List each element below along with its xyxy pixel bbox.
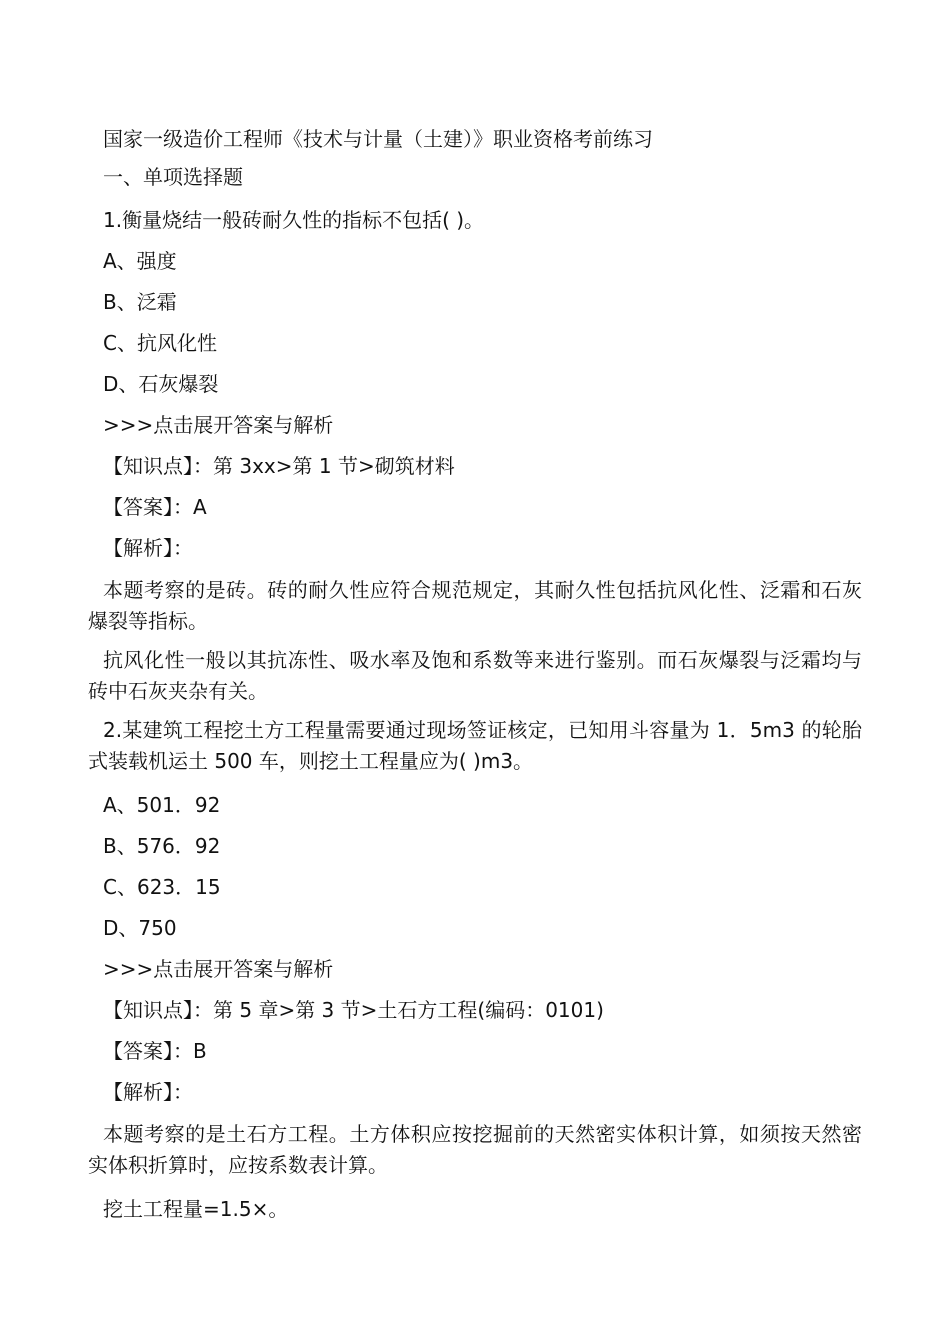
analysis-paragraph: 本题考察的是土石方工程。土方体积应按挖掘前的天然密实体积计算，如须按天然密实体积折算时，应按系数表计算。 [88, 1122, 862, 1177]
answer: 【答案】：A [103, 495, 207, 519]
expand-answer-link[interactable]: >>>点击展开答案与解析 [103, 957, 334, 981]
option-a: A、501．92 [103, 793, 221, 817]
option-d: D、石灰爆裂 [103, 372, 219, 396]
analysis-paragraph: 本题考察的是砖。砖的耐久性应符合规范规定，其耐久性包括抗风化性、泛霜和石灰爆裂等指标。 [88, 578, 862, 633]
option-b: B、泛霜 [103, 290, 177, 314]
analysis-label: 【解析】： [103, 1080, 193, 1104]
analysis-formula: 挖土工程量=1.5×。 [103, 1197, 289, 1221]
option-d: D、750 [103, 916, 177, 940]
section-heading: 一、单项选择题 [103, 165, 243, 189]
option-c: C、抗风化性 [103, 331, 217, 355]
question-2 [88, 715, 862, 1230]
document-title: 国家一级造价工程师《技术与计量（土建）》职业资格考前练习 [103, 127, 653, 151]
analysis-label: 【解析】： [103, 536, 193, 560]
knowledge-point: 【知识点】：第 5 章>第 3 节>土石方工程(编码：0101) [103, 998, 604, 1022]
question-stem: 1.衡量烧结一般砖耐久性的指标不包括( )。 [103, 208, 485, 232]
option-a: A、强度 [103, 249, 177, 273]
answer: 【答案】：B [103, 1039, 207, 1063]
option-c: C、623．15 [103, 875, 221, 899]
question-1 [88, 200, 862, 707]
option-b: B、576．92 [103, 834, 221, 858]
question-stem: 2.某建筑工程挖土方工程量需要通过现场签证核定，已知用斗容量为 1．5m3 的轮胎式装载机运土 500 车，则挖土工程量应为( )m3。 [88, 718, 862, 773]
expand-answer-link[interactable]: >>>点击展开答案与解析 [103, 413, 334, 437]
knowledge-point: 【知识点】：第 3xx>第 1 节>砌筑材料 [103, 454, 455, 478]
analysis-paragraph: 抗风化性一般以其抗冻性、吸水率及饱和系数等来进行鉴别。而石灰爆裂与泛霜均与砖中石灰夹杂有关。 [88, 648, 862, 703]
